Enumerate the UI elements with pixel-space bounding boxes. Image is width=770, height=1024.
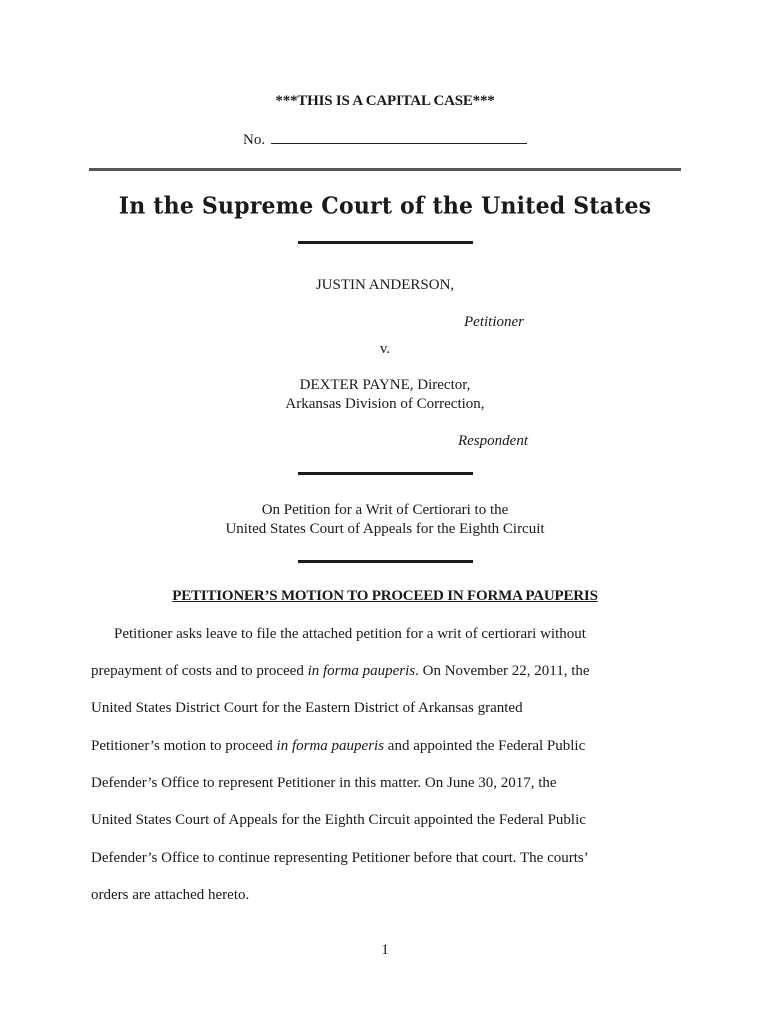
capital-case-banner: ***THIS IS A CAPITAL CASE*** <box>275 93 495 109</box>
docket-number <box>243 131 527 149</box>
docket-label: No. <box>243 132 266 148</box>
title-divider <box>298 241 473 244</box>
latin-term: in forma pauperis <box>276 738 385 754</box>
respondent-role: Respondent <box>458 433 528 449</box>
petition-line-2: United States Court of Appeals for the Eighth Circuit <box>225 521 545 537</box>
petitioner-role: Petitioner <box>464 314 524 330</box>
body-line: prepayment of costs and to proceed in forma pauperis. On November 22, 2011, the <box>91 663 590 679</box>
petitioner-name: JUSTIN ANDERSON, <box>315 277 455 293</box>
petition-divider <box>298 560 473 563</box>
body-line: United States District Court for the Eastern District of Arkansas granted <box>91 700 523 716</box>
respondent-agency: Arkansas Division of Correction, <box>285 396 485 412</box>
latin-term: in forma pauperis <box>307 663 416 679</box>
page-number: 1 <box>381 942 389 958</box>
court-title: In the Supreme Court of the United States <box>118 192 652 220</box>
top-divider <box>89 168 681 171</box>
body-line: orders are attached hereto. <box>91 887 250 903</box>
petition-line-1: On Petition for a Writ of Certiorari to the <box>261 502 509 518</box>
respondent-name: DEXTER PAYNE, Director, <box>299 377 471 393</box>
body-line: Defender’s Office to continue representing Petitioner before that court. The courts’ <box>91 850 589 866</box>
body-line: Petitioner’s motion to proceed in forma pauperis and appointed the Federal Public <box>91 738 586 754</box>
body-line: Petitioner asks leave to file the attached petition for a writ of certiorari without <box>114 626 586 642</box>
motion-heading: PETITIONER’S MOTION TO PROCEED IN FORMA PAUPERIS <box>172 588 598 604</box>
body-line: Defender’s Office to represent Petitioner in this matter. On June 30, 2017, the <box>91 775 557 791</box>
parties-divider <box>298 472 473 475</box>
body-line: United States Court of Appeals for the Eighth Circuit appointed the Federal Public <box>91 812 586 828</box>
docket-blank-line <box>271 131 527 144</box>
versus: v. <box>379 341 391 357</box>
